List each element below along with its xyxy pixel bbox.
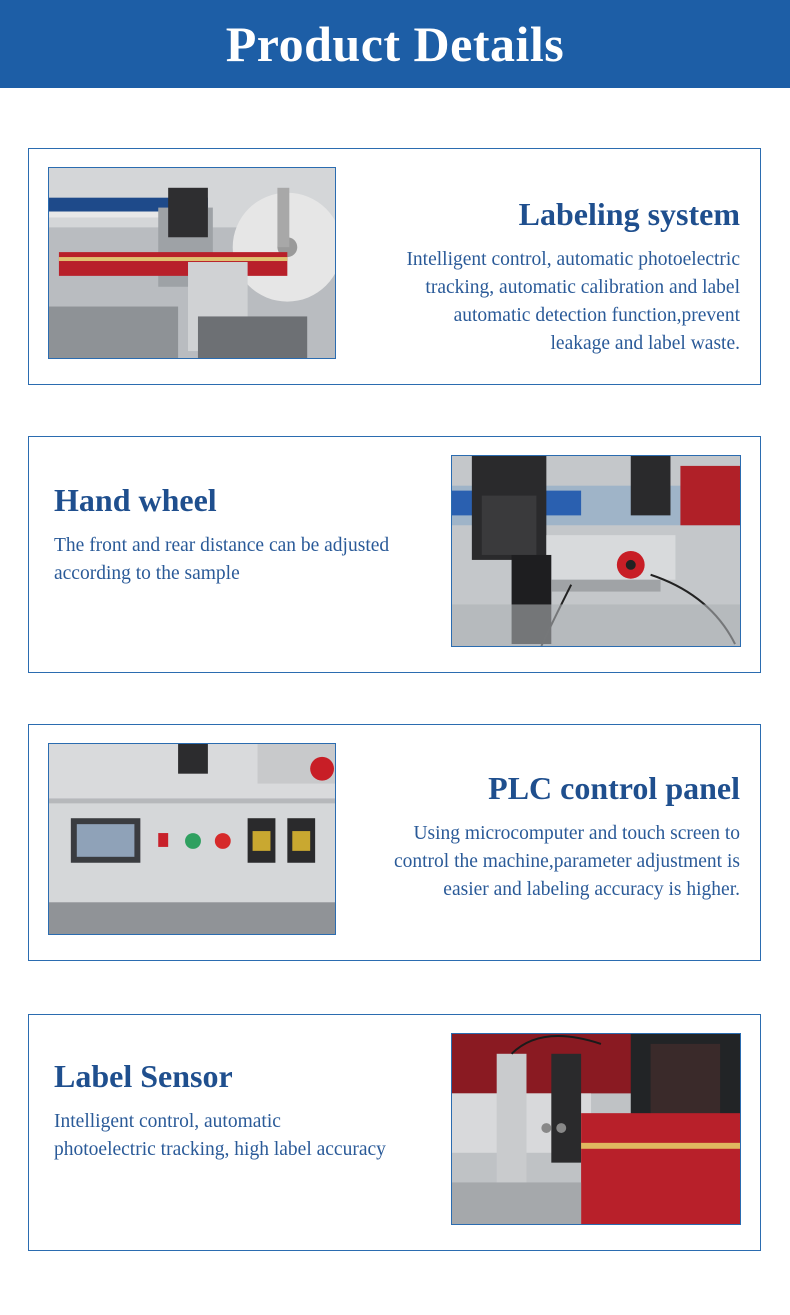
control-panel-photo (48, 743, 336, 935)
section-description: Intelligent control, automatic photoelectric tracking, high label accuracy (54, 1111, 386, 1161)
section-description: The front and rear distance can be adjusted according to the sample (54, 535, 390, 585)
section-title: Labeling system (518, 196, 740, 232)
section-hand-wheel (28, 436, 761, 673)
section-description: Intelligent control, automatic photoelectric tracking, automatic calibration and label automatic detection function,prevent leakage and label waste. (406, 249, 740, 355)
labeling-system-text (406, 197, 740, 358)
section-plc-control-panel (28, 724, 761, 961)
label-sensor-text (54, 1059, 386, 1164)
page-title: Product Details (225, 16, 565, 72)
page-header (0, 0, 790, 88)
section-title: PLC control panel (488, 770, 740, 806)
label-sensor-photo (451, 1033, 741, 1225)
hand-wheel-text (54, 483, 389, 588)
section-label-sensor (28, 1014, 761, 1251)
section-description: Using microcomputer and touch screen to control the machine,parameter adjustment is easier and labeling accuracy is higher. (393, 823, 740, 901)
section-labeling-system (28, 148, 761, 385)
section-title: Label Sensor (54, 1058, 233, 1094)
hand-wheel-photo (451, 455, 741, 647)
plc-control-panel-text (394, 771, 740, 904)
labeling-machine-photo (48, 167, 336, 359)
section-title: Hand wheel (54, 482, 217, 518)
